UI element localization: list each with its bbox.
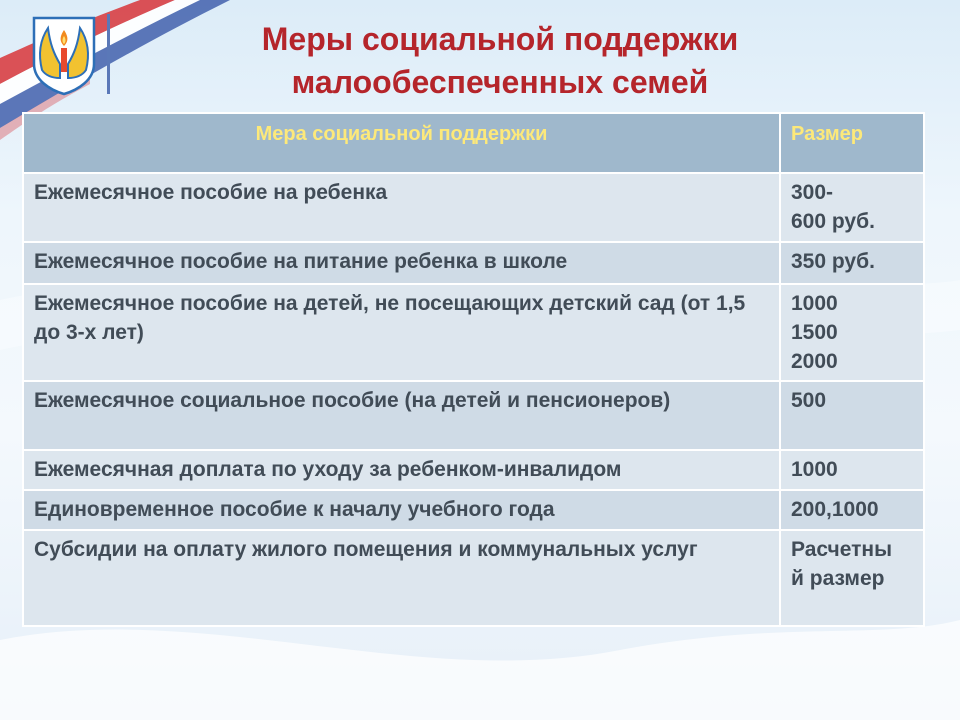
measure-cell: Ежемесячное пособие на детей, не посещающих детский сад (от 1,5 до 3-х лет): [23, 284, 780, 381]
background-wave: [0, 620, 960, 720]
amount-value: 2000: [791, 350, 838, 373]
hands-with-candle-emblem-icon: [28, 14, 100, 96]
measure-cell: Ежемесячное социальное пособие (на детей и пенсионеров): [23, 381, 780, 450]
amount-value: Расчетны: [791, 538, 893, 561]
amount-cell: [780, 530, 924, 626]
page-title: [150, 18, 850, 104]
table-row: [23, 490, 924, 530]
amount-cell: [780, 381, 924, 450]
amount-cell: [780, 284, 924, 381]
measure-cell: Ежемесячная доплата по уходу за ребенком-инвалидом: [23, 450, 780, 490]
amount-value: 1000: [791, 292, 838, 315]
table-row: [23, 242, 924, 284]
table-row: [23, 450, 924, 490]
logo-divider: [107, 14, 110, 94]
column-header-measure: Мера социальной поддержки: [23, 113, 780, 173]
table-row: [23, 381, 924, 450]
amount-cell: [780, 242, 924, 284]
amount-value: 1000: [791, 458, 838, 481]
page-title-line-1: Меры социальной поддержки: [261, 21, 739, 57]
amount-value: 300-: [791, 181, 834, 204]
table-row: [23, 284, 924, 381]
amount-value: 500: [791, 389, 827, 412]
amount-cell: [780, 490, 924, 530]
measure-cell: Ежемесячное пособие на питание ребенка в школе: [23, 242, 780, 284]
amount-value: 350 руб.: [791, 250, 875, 273]
measure-cell: Субсидии на оплату жилого помещения и коммунальных услуг: [23, 530, 780, 626]
social-support-table: [22, 112, 925, 627]
amount-value: 200,1000: [791, 498, 879, 521]
table-row: [23, 173, 924, 242]
table-header-row: [23, 113, 924, 173]
amount-value: 600 руб.: [791, 210, 875, 233]
amount-value: 1500: [791, 321, 838, 344]
amount-cell: [780, 173, 924, 242]
amount-cell: [780, 450, 924, 490]
measure-cell: Единовременное пособие к началу учебного года: [23, 490, 780, 530]
column-header-amount: Размер: [780, 113, 924, 173]
amount-value: й размер: [791, 567, 885, 590]
table-row: [23, 530, 924, 626]
page-title-line-2: малообеспеченных семей: [291, 64, 709, 100]
measure-cell: Ежемесячное пособие на ребенка: [23, 173, 780, 242]
